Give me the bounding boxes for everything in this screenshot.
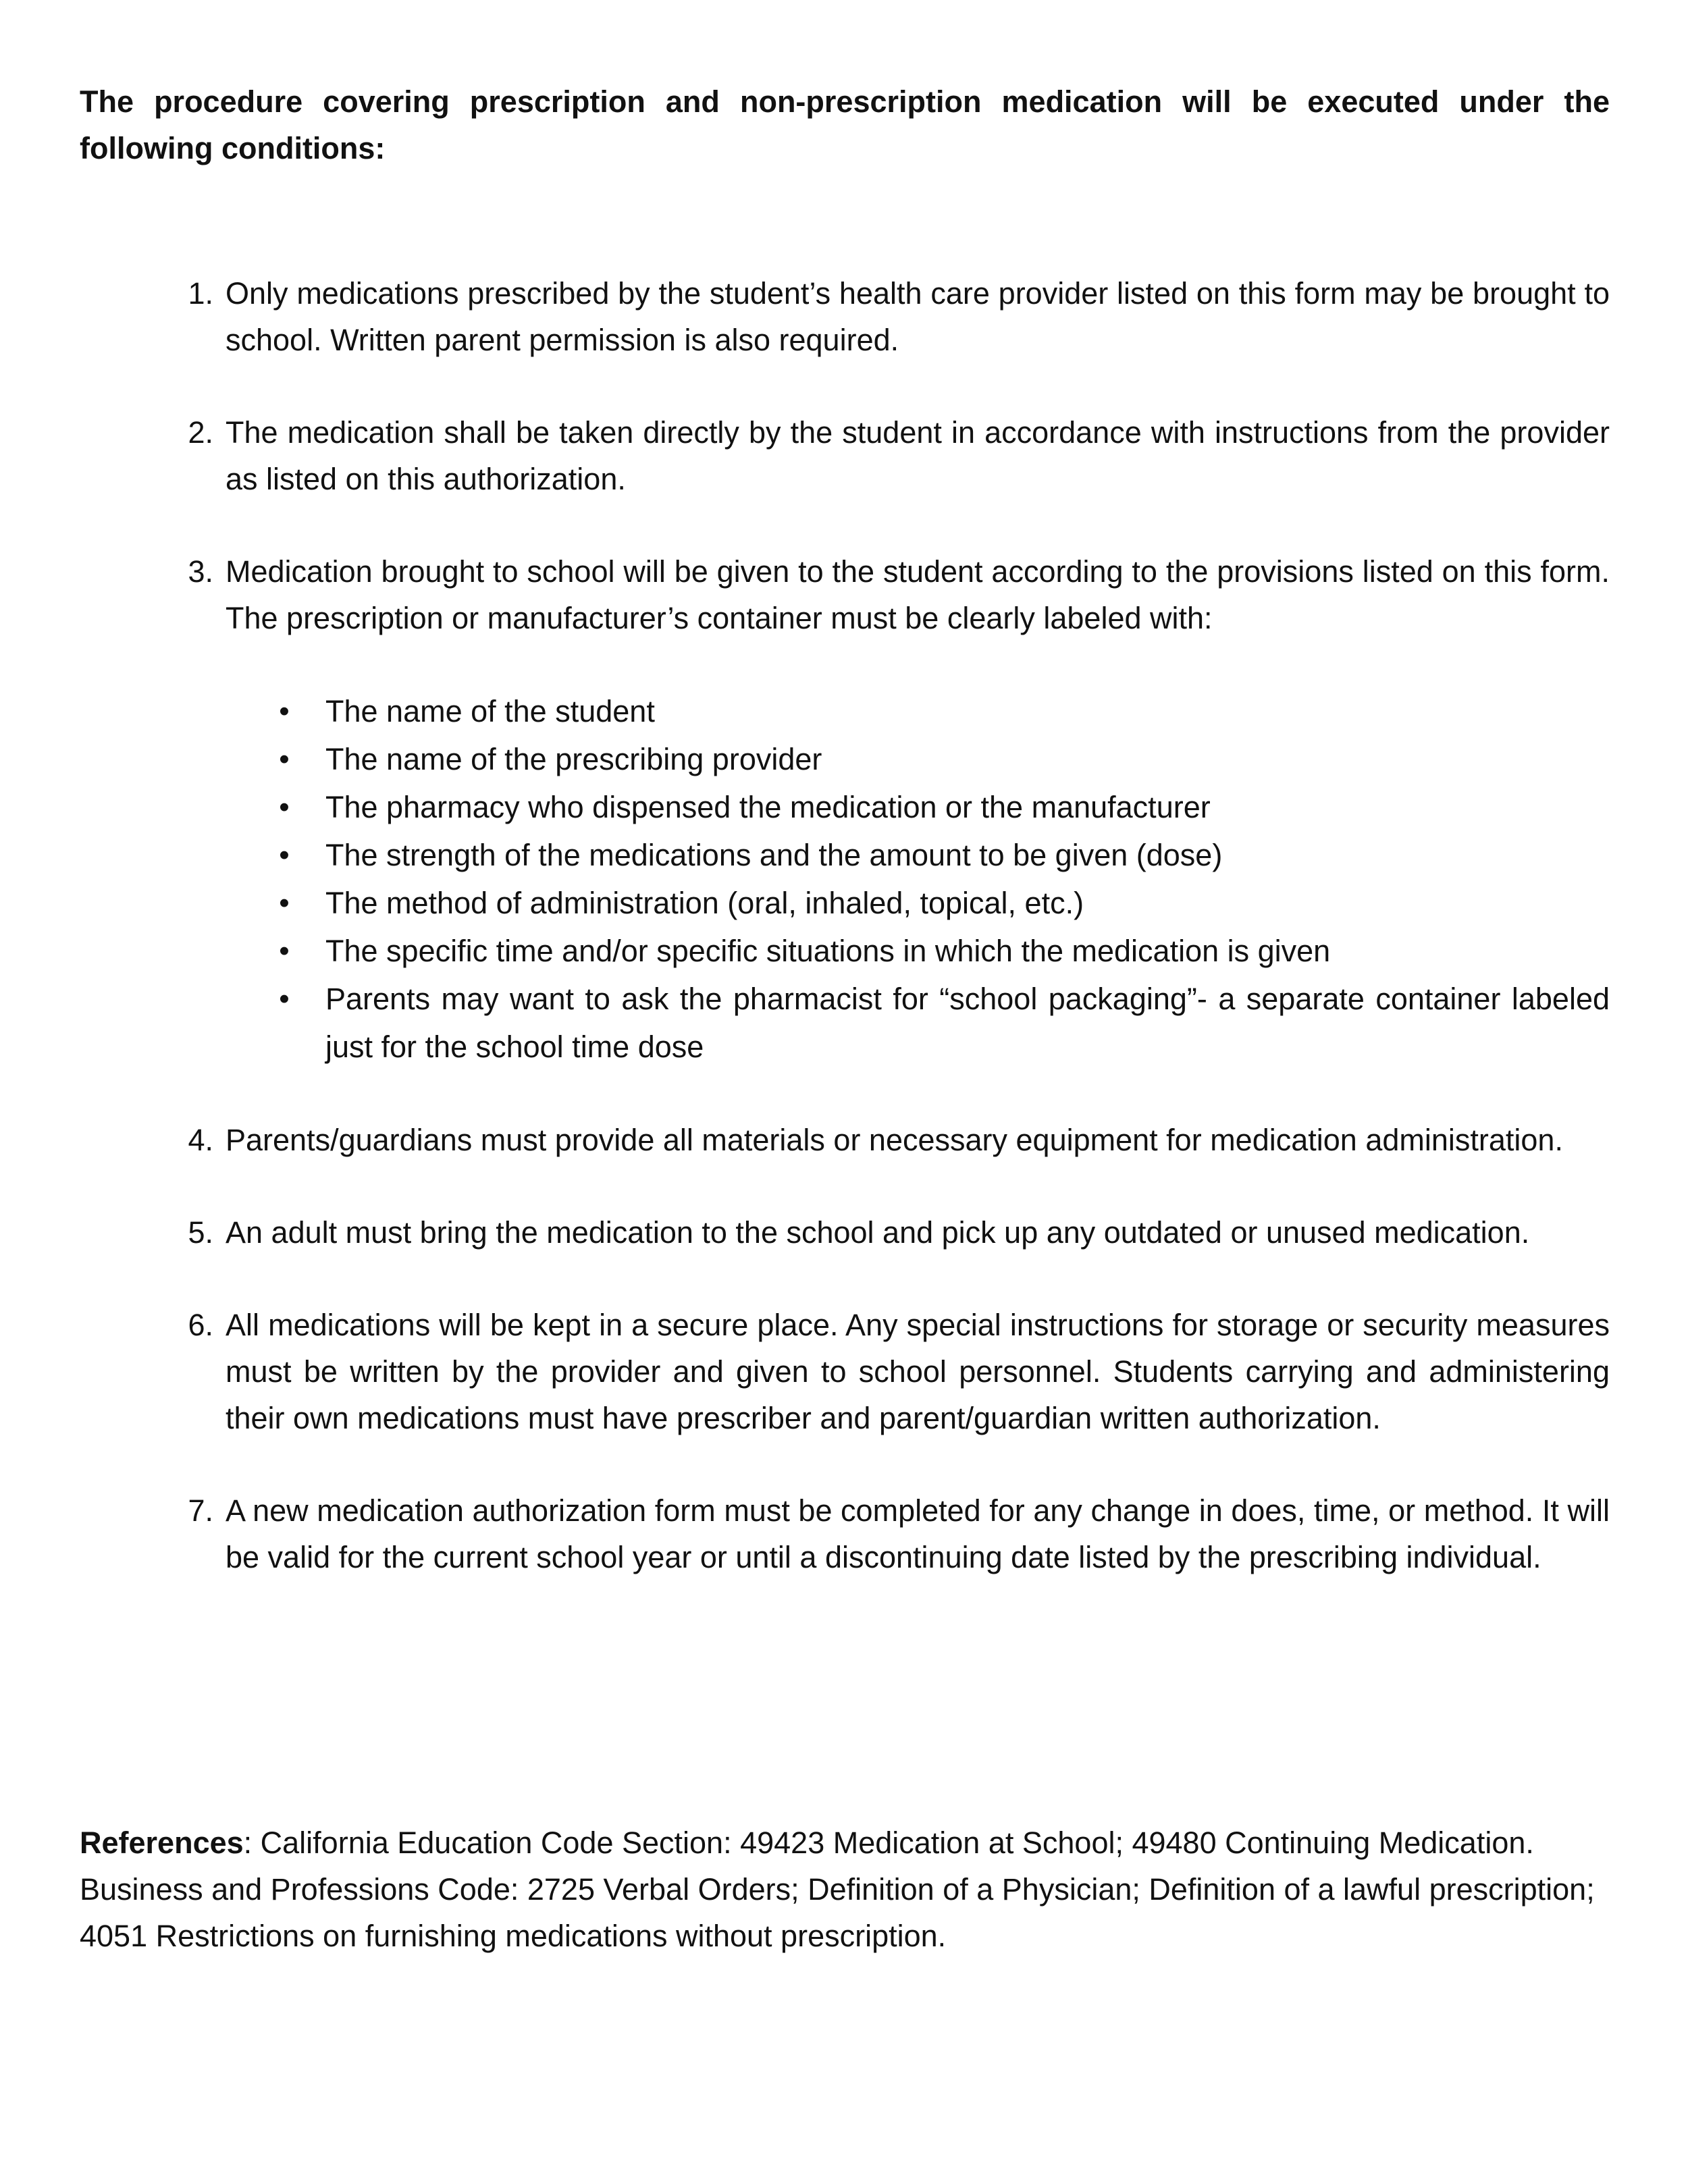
- condition-text: An adult must bring the medication to the school and pick up any outdated or unused medication.: [226, 1215, 1530, 1250]
- bullet-icon: •: [279, 982, 290, 1015]
- label-requirement-text: Parents may want to ask the pharmacist for “school packaging”- a separate container labeled just for the school time dose: [325, 982, 1610, 1064]
- condition-item: [188, 1302, 1610, 1441]
- condition-number: 2.: [188, 415, 213, 450]
- label-requirement-item: [226, 831, 1610, 879]
- label-requirement-item: [226, 927, 1610, 975]
- label-requirement-item: [226, 879, 1610, 927]
- references-paragraph: [80, 1819, 1610, 1959]
- label-requirement-item: [226, 735, 1610, 783]
- bullet-icon: •: [279, 934, 290, 967]
- condition-item: [188, 270, 1610, 363]
- label-requirement-item: [226, 687, 1610, 735]
- condition-item: [188, 1117, 1610, 1163]
- condition-text: The medication shall be taken directly by the student in accordance with instructions from the provider as listed on this authorization.: [226, 415, 1610, 496]
- bullet-icon: •: [279, 838, 290, 872]
- bullet-icon: •: [279, 743, 290, 776]
- condition-text: Only medications prescribed by the student’s health care provider listed on this form may be brought to school. Written parent permission is also required.: [226, 276, 1610, 357]
- condition-number: 1.: [188, 276, 213, 311]
- label-requirements-list: [226, 687, 1610, 1071]
- condition-text: Medication brought to school will be given to the student according to the provisions listed on this form. The prescription or manufacturer’s container must be clearly labeled with:: [226, 554, 1610, 635]
- condition-item: [188, 409, 1610, 502]
- label-requirement-text: The name of the prescribing provider: [325, 742, 822, 776]
- bullet-icon: •: [279, 886, 290, 920]
- condition-number: 6.: [188, 1308, 213, 1342]
- condition-number: 5.: [188, 1215, 213, 1250]
- condition-item: [188, 548, 1610, 1071]
- condition-text: All medications will be kept in a secure place. Any special instructions for storage or security measures must be written by the provider and given to school personnel. Students carrying and administering their own medications must have prescriber and parent/guardian written authorization.: [226, 1308, 1610, 1435]
- condition-number: 4.: [188, 1123, 213, 1157]
- references-label: References: [80, 1826, 244, 1860]
- bullet-icon: •: [279, 791, 290, 824]
- conditions-list: [188, 270, 1610, 1626]
- label-requirement-text: The method of administration (oral, inhaled, topical, etc.): [325, 886, 1084, 920]
- condition-text: A new medication authorization form must be completed for any change in does, time, or method. It will be valid for the current school year or until a discontinuing date listed by the prescribing individual.: [226, 1493, 1610, 1574]
- references-text: : California Education Code Section: 49423 Medication at School; 49480 Continuing Medication. Business and Professions Code: 2725 Verbal Orders; Definition of a Physician; Definition of a lawful prescription; 4051 Restrictions on furnishing medications without prescription.: [80, 1826, 1595, 1953]
- label-requirement-text: The name of the student: [325, 694, 655, 728]
- condition-text: Parents/guardians must provide all materials or necessary equipment for medication administration.: [226, 1123, 1563, 1157]
- label-requirement-text: The pharmacy who dispensed the medication or the manufacturer: [325, 790, 1211, 824]
- intro-heading: The procedure covering prescription and non-prescription medication will be executed under the following conditions:: [80, 84, 1610, 165]
- label-requirement-item: [226, 975, 1610, 1071]
- bullet-icon: •: [279, 695, 290, 728]
- condition-item: [188, 1209, 1610, 1256]
- label-requirement-text: The specific time and/or specific situations in which the medication is given: [325, 934, 1331, 968]
- label-requirement-item: [226, 783, 1610, 831]
- label-requirement-text: The strength of the medications and the amount to be given (dose): [325, 838, 1223, 872]
- condition-number: 3.: [188, 554, 213, 589]
- condition-number: 7.: [188, 1493, 213, 1528]
- condition-item: [188, 1487, 1610, 1580]
